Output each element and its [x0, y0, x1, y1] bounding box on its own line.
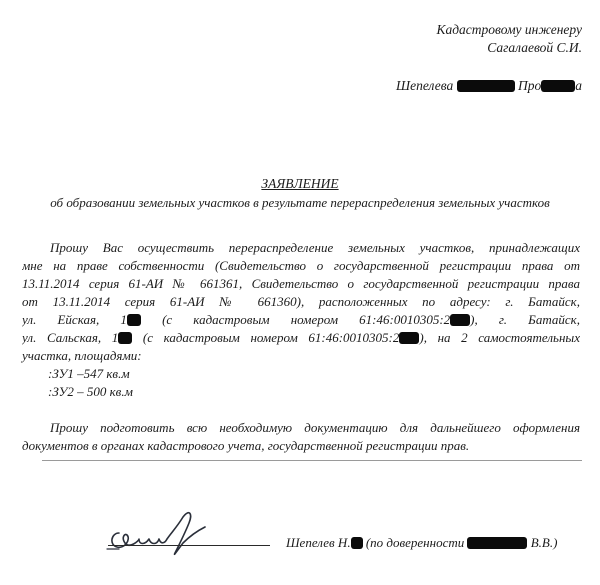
paragraph-line: 13.11.2014 серия 61-АИ № 661361, Свидетельство о государственной регистрации права: [22, 276, 580, 291]
applicant-patronymic-part: Про: [518, 78, 542, 93]
document-subtitle: об образовании земельных участков в результате перераспределения земельных участков: [50, 195, 550, 210]
paragraph-text: ул. Ейская, 1: [22, 312, 127, 327]
handwritten-signature: [105, 505, 215, 557]
signatory-line: [286, 535, 557, 551]
paragraph-text: ), г. Батайск,: [470, 312, 580, 327]
proxy-name: В.В.): [530, 535, 558, 550]
paragraph-text: (с кадастровым номером 61:46:0010305:2: [142, 330, 400, 345]
redacted-block: [351, 537, 363, 549]
plot-item: :ЗУ2 – 500 кв.м: [48, 384, 133, 399]
paragraph-line: участка, площадями:: [22, 348, 142, 363]
signatory-name: Шепелев Н.: [286, 535, 351, 550]
paragraph-line: документов в органах кадастрового учета, государственной регистрации прав.: [22, 438, 470, 453]
applicant-line: [396, 78, 582, 94]
plot-item: :ЗУ1 –547 кв.м: [48, 366, 130, 381]
paragraph-line: [22, 312, 580, 328]
redacted-block: [118, 332, 132, 344]
redacted-block: [541, 80, 575, 92]
document-title: ЗАЯВЛЕНИЕ: [261, 176, 339, 191]
paragraph-line: мне на праве собственности (Свидетельство о государственной регистрации права от: [22, 258, 580, 273]
signature-line: [108, 545, 270, 546]
redacted-block: [457, 80, 515, 92]
paragraph-text: ул. Сальская, 1: [22, 330, 119, 345]
paragraph-text: Прошу Вас осуществить перераспределение земельных участков, принадлежащих: [50, 240, 580, 255]
applicant-surname: Шепелева: [396, 78, 454, 93]
paragraph-line: [50, 240, 580, 256]
paragraph-text: (с кадастровым номером 61:46:0010305:2: [162, 312, 451, 327]
paragraph-line: [22, 330, 580, 346]
redacted-block: [450, 314, 470, 326]
paragraph-line: от 13.11.2014 серия 61-АИ № 661360), расположенных по адресу: г. Батайск,: [22, 294, 580, 309]
redacted-block: [399, 332, 419, 344]
proxy-text: (по доверенности: [365, 535, 465, 550]
applicant-patronymic-end: а: [575, 78, 582, 93]
redacted-block: [127, 314, 141, 326]
divider: [42, 460, 582, 461]
paragraph-text: ), на 2 самостоятельных: [419, 330, 580, 345]
recipient-title: Кадастровому инженеру: [436, 22, 582, 37]
recipient-name: Сагалаевой С.И.: [487, 40, 582, 55]
paragraph-line: Прошу подготовить всю необходимую документацию для дальнейшего оформления: [50, 420, 580, 435]
redacted-block: [467, 537, 527, 549]
